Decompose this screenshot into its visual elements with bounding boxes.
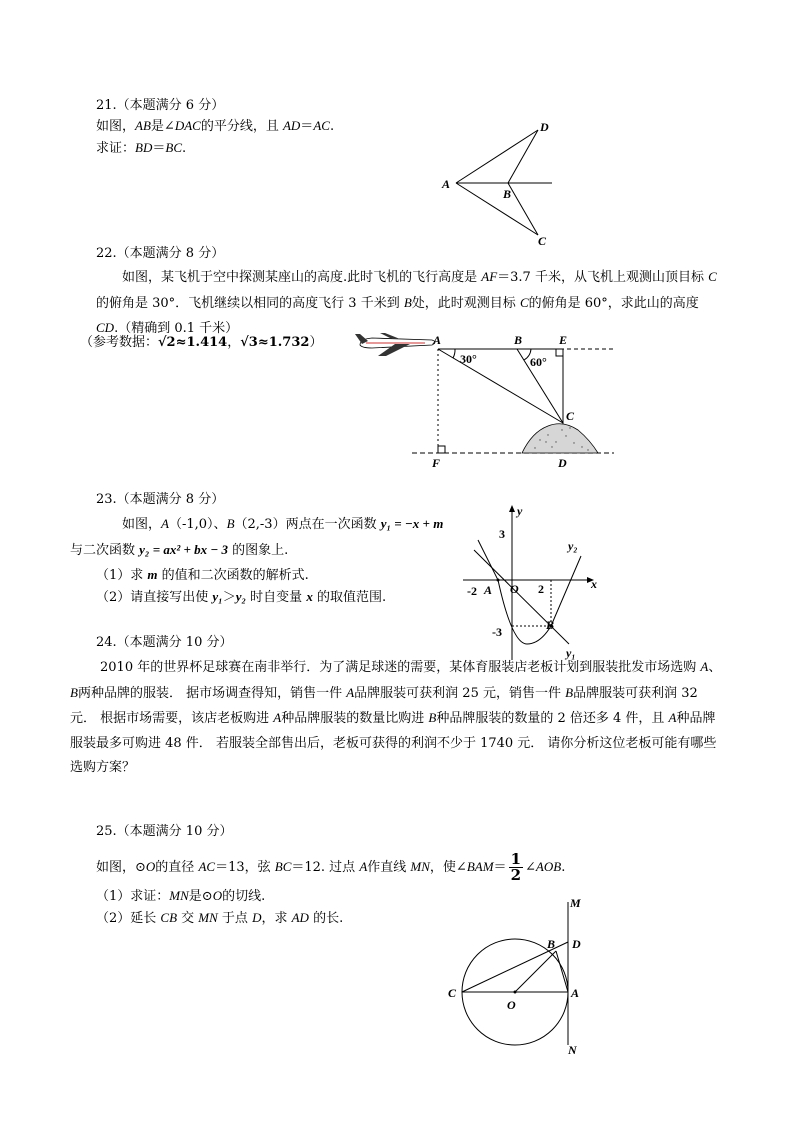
q23-tick-m2: -2	[467, 584, 477, 598]
q21-label-d: D	[540, 120, 549, 134]
q23-tick-3: 3	[499, 527, 505, 541]
q23-label-y: y	[517, 504, 523, 518]
q22-label-a: A	[433, 333, 442, 347]
q23-tick-2: 2	[538, 582, 544, 596]
q23-statement-line1: 如图，A（-1,0）、B（2,-3）两点在一次函数 y₁ = −x + m	[122, 516, 444, 532]
q22-angle-label-30: 30°	[460, 352, 477, 366]
q23-part1: （1）求 m 的值和二次函数的解析式.	[96, 567, 309, 583]
q25-label-m: M	[570, 896, 581, 910]
q23-label-y1: y₁	[566, 646, 576, 660]
q21-label-a: A	[442, 177, 451, 191]
q22-label-b: B	[514, 333, 523, 347]
q23-tick-m3: -3	[492, 625, 502, 639]
q22-angle-label-60: 60°	[530, 355, 547, 369]
q23-label-b: B	[546, 618, 555, 632]
q23-statement-line2: 与二次函数 y₂ = ax² + bx − 3 的图象上.	[70, 542, 289, 558]
q21-label-b: B	[503, 187, 512, 201]
q23-label-y2: y₂	[568, 539, 578, 553]
q25-label-n: N	[568, 1043, 577, 1057]
q25-label-o: O	[507, 998, 516, 1012]
q21-prove: 求证：BD＝BC.	[96, 140, 187, 156]
q22-label-e: E	[559, 333, 568, 347]
q25-statement: 如图，⊙O的直径 AC＝13，弦 BC＝12. 过点 A作直线 MN，使∠BAM＝ $\frac{1}{2}$ ∠AOB.	[96, 850, 566, 884]
q23-part2: （2）请直接写出使 y₁＞y₂ 时自变量 x 的取值范围.	[96, 589, 387, 605]
q22-label-f: F	[432, 456, 441, 470]
q24-statement: 2010 年的世界杯足球赛在南非举行．为了满足球迷的需要，某体育服装店老板计划到服装批发市场选购 A、B两种品牌的服装． 据市场调查得知，销售一件 A品牌服装可获利润 25 元，销售一件 B品牌服装可获利润 32 元． 根据市场需要，该店老板购进 A种品牌服装的数量比购进 B种品牌服装的数量的 2 倍还多 4 件，且 A种品牌服装最多可购进 48 件． 若服装全部售出后，老板可获得的利润不少于 1740 元． 请你分析这位老板可能有哪些选购方案？	[70, 659, 722, 775]
q21-statement: 如图，AB是∠DAC的平分线，且 AD＝AC.	[96, 118, 335, 134]
q25-chord-ba	[556, 951, 568, 992]
q22-label-d: D	[558, 456, 567, 470]
q21-heading: 21.（本题满分 6 分）	[96, 98, 225, 113]
q25-label-d: D	[572, 937, 581, 951]
q23-heading: 23.（本题满分 8 分）	[96, 492, 225, 507]
q25-part1: （1）求证：MN是⊙O的切线.	[96, 888, 266, 904]
q25-fraction: $\frac{1}{2}$	[510, 850, 521, 884]
q25-part2: （2）延长 CB 交 MN 于点 D，求 AD 的长.	[96, 910, 344, 926]
q23-label-o: O	[510, 582, 519, 596]
q22-reference-data: （参考数据：√2≈1.414，√3≈1.732）	[80, 335, 323, 350]
q22-label-c: C	[566, 409, 575, 423]
q22-heading: 22.（本题满分 8 分）	[96, 246, 225, 261]
q21-label-c: C	[538, 234, 547, 248]
q22-statement: 如图，某飞机于空中探测某座山的高度.此时飞机的飞行高度是 AF＝3.7 千米，从飞机上观测山顶目标 C的俯角是 30°．飞机继续以相同的高度飞行 3 千米到 B处，此时观测目标 C的俯角是 60°，求此山的高度 CD.（精确到 0.1 千米）	[96, 269, 717, 336]
q23-label-x: x	[591, 577, 597, 591]
q25-label-a: A	[571, 986, 580, 1000]
q25-heading: 25.（本题满分 10 分）	[96, 824, 233, 839]
q25-label-c: C	[448, 986, 457, 1000]
q24-heading: 24.（本题满分 10 分）	[96, 635, 233, 650]
q23-label-a: A	[484, 583, 493, 597]
q25-label-b: B	[547, 937, 556, 951]
q25-center-o	[514, 991, 517, 994]
